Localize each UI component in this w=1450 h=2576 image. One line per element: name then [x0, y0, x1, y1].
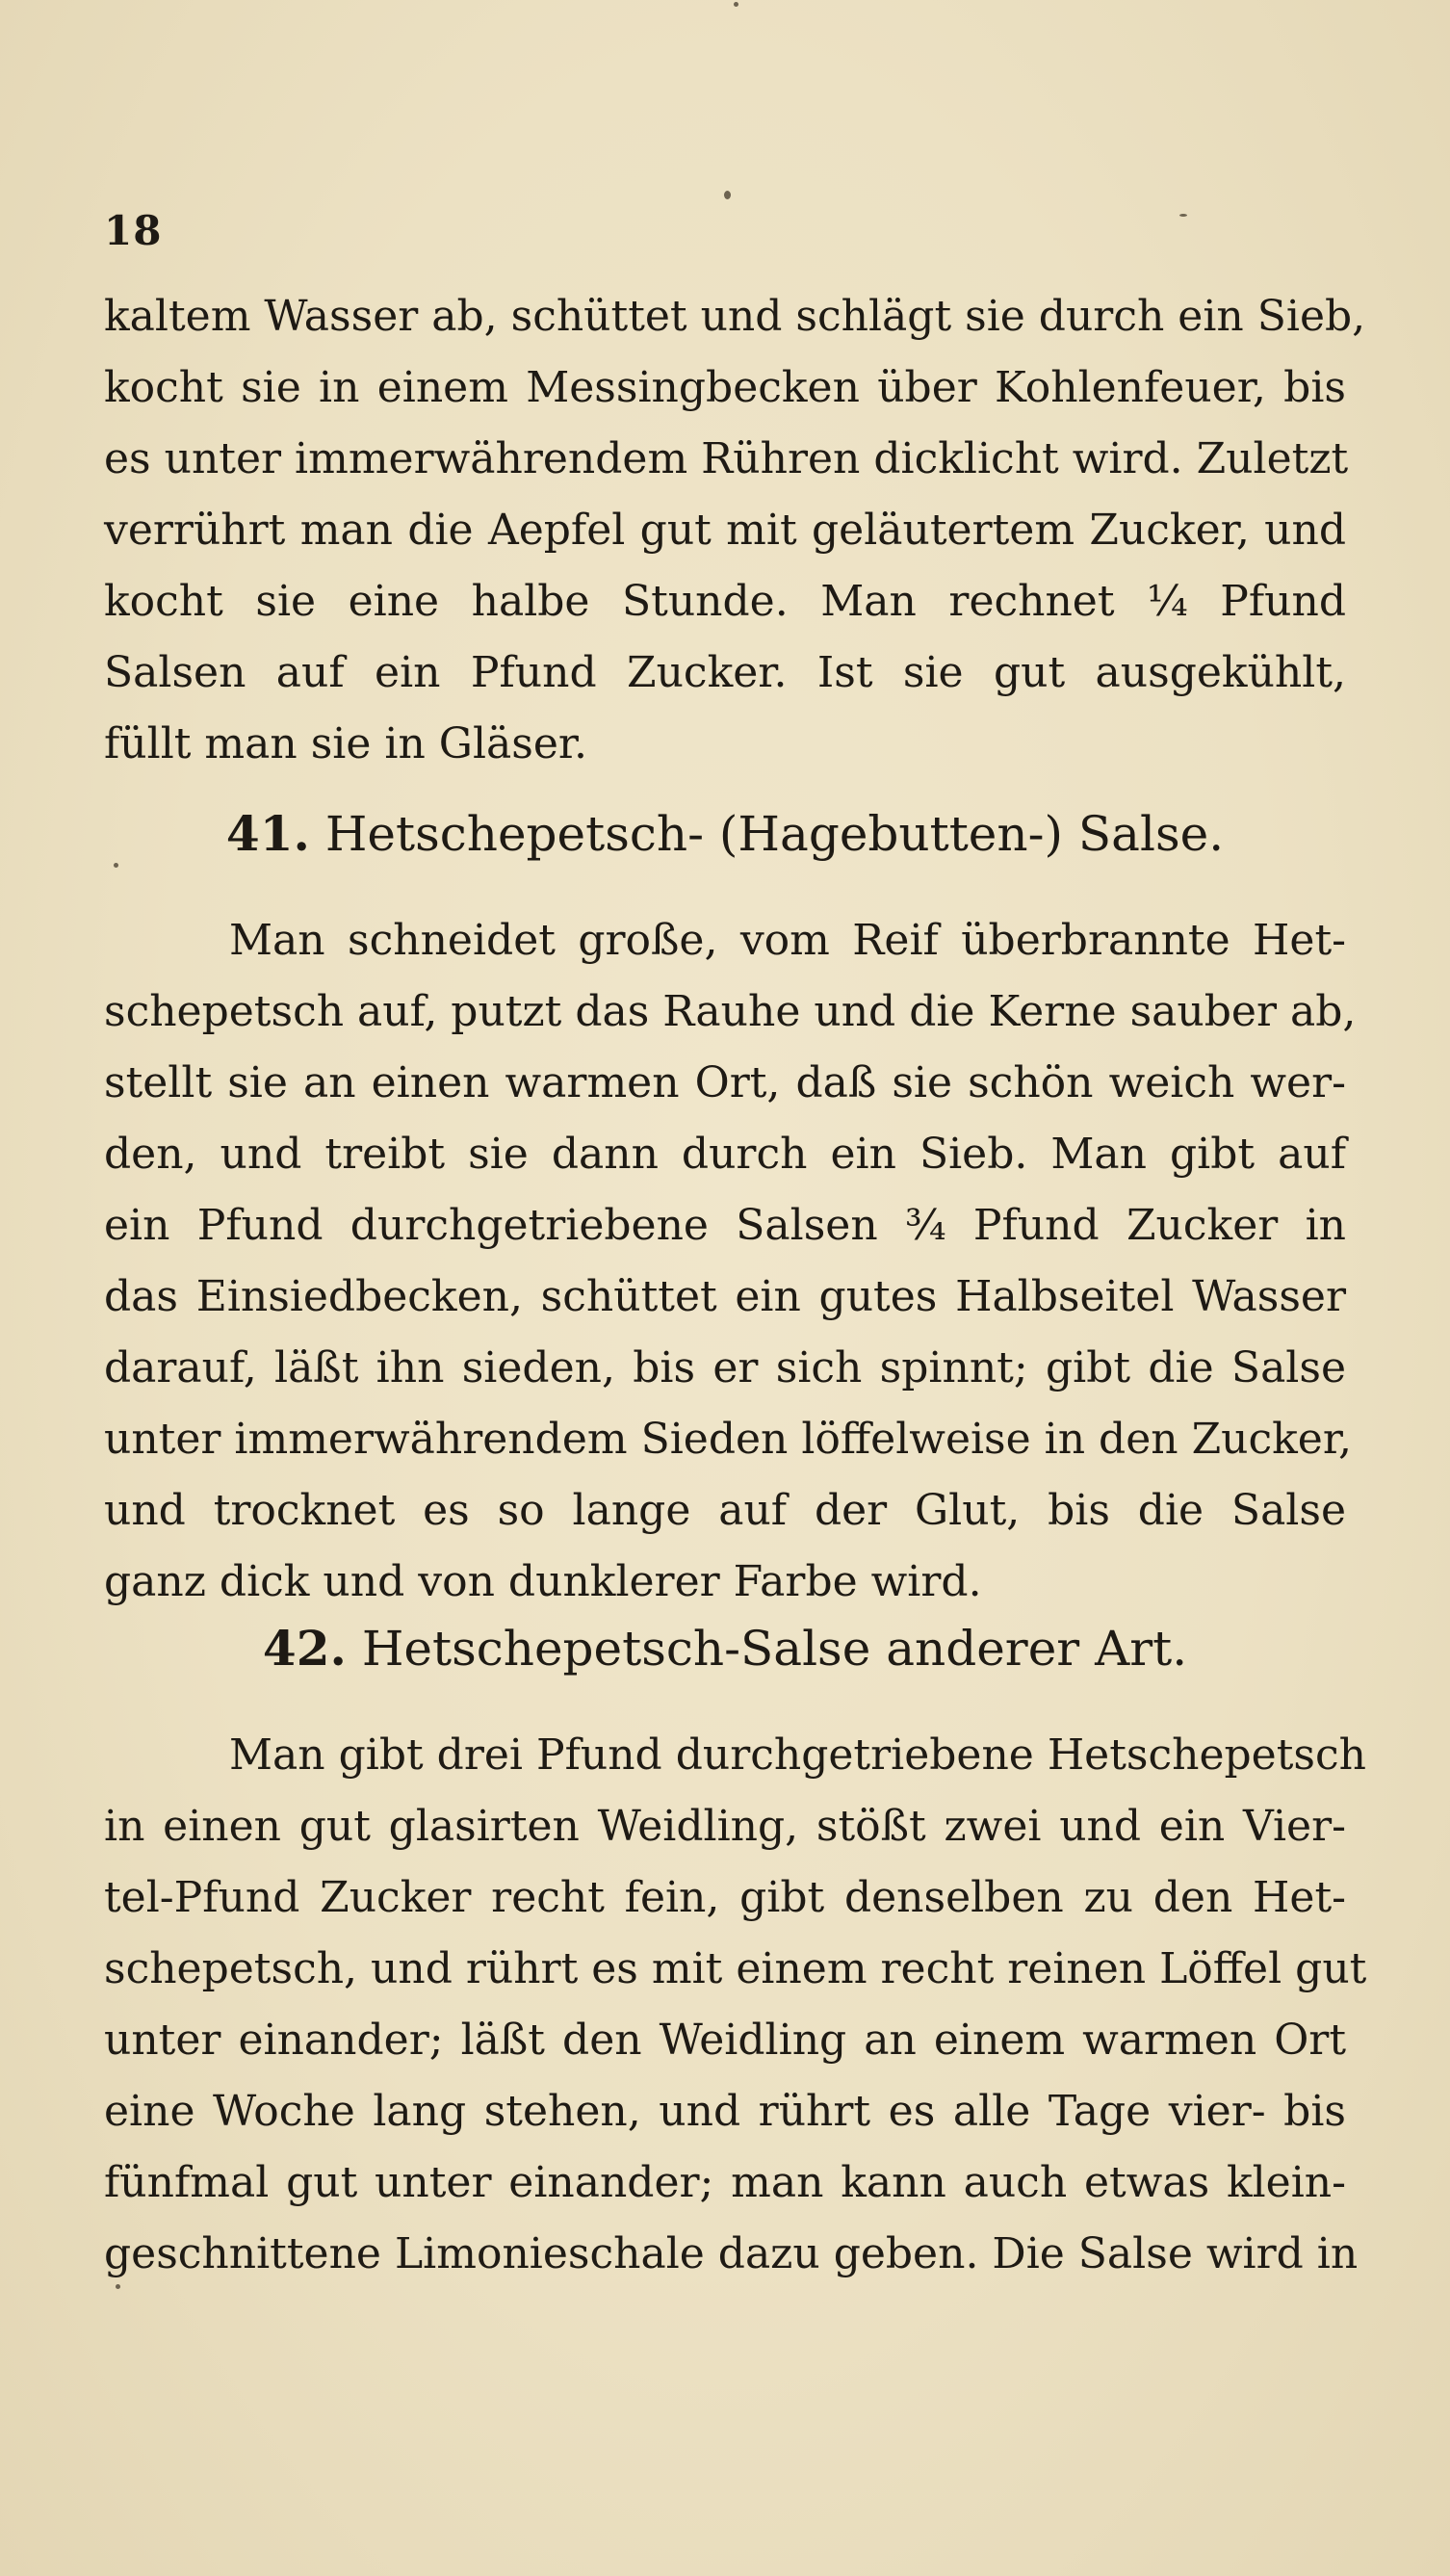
- text-line: fünfmal gut unter einander; man kann auch etwas klein-: [104, 2158, 1346, 2207]
- recipe-number: 42.: [262, 1620, 347, 1677]
- recipe-heading-42: [0, 1610, 1450, 1687]
- text-line: kocht sie in einem Messingbecken über Kohlenfeuer, bis: [104, 363, 1346, 412]
- paper-speck: [114, 863, 118, 868]
- text-line: schepetsch, und rührt es mit einem recht reinen Löffel gut: [104, 1944, 1367, 1993]
- text-line: Man gibt drei Pfund durchgetriebene Hetschepetsch: [229, 1730, 1366, 1780]
- recipe-heading-41: [0, 795, 1450, 872]
- text-line: Man schneidet große, vom Reif überbrannte Het-: [229, 916, 1346, 965]
- text-line: eine Woche lang stehen, und rührt es alle Tage vier- bis: [104, 2087, 1346, 2136]
- text-line: schepetsch auf, putzt das Rauhe und die Kerne sauber ab,: [104, 987, 1357, 1036]
- text-line: und trocknet es so lange auf der Glut, bis die Salse: [104, 1486, 1346, 1535]
- text-line: ein Pfund durchgetriebene Salsen ¾ Pfund Zucker in: [104, 1201, 1346, 1250]
- paper-speck: [116, 2284, 120, 2289]
- recipe-title: Hetschepetsch- (Hagebutten-) Salse.: [324, 806, 1225, 862]
- text-line: kocht sie eine halbe Stunde. Man rechnet ¼ Pfund: [104, 577, 1346, 626]
- paper-speck: [724, 191, 731, 199]
- text-line: es unter immerwährendem Rühren dicklicht wird. Zuletzt: [104, 434, 1349, 483]
- page-number: 18: [104, 207, 163, 254]
- text-line: tel-Pfund Zucker recht fein, gibt denselben zu den Het-: [104, 1873, 1346, 1922]
- paper-speck: [1179, 214, 1187, 217]
- text-line: Salsen auf ein Pfund Zucker. Ist sie gut ausgekühlt,: [104, 648, 1346, 697]
- text-line: stellt sie an einen warmen Ort, daß sie schön weich wer-: [104, 1058, 1346, 1107]
- text-line: den, und treibt sie dann durch ein Sieb. Man gibt auf: [104, 1130, 1346, 1179]
- text-line: kaltem Wasser ab, schüttet und schlägt sie durch ein Sieb,: [104, 292, 1366, 341]
- paper-speck: [734, 2, 738, 7]
- text-line: verrührt man die Aepfel gut mit geläutertem Zucker, und: [104, 506, 1346, 555]
- text-line: füllt man sie in Gläser.: [104, 719, 588, 768]
- text-line: geschnittene Limonieschale dazu geben. Die Salse wird in: [104, 2229, 1359, 2278]
- text-line: unter einander; läßt den Weidling an einem warmen Ort: [104, 2016, 1346, 2065]
- text-line: das Einsiedbecken, schüttet ein gutes Halbseitel Wasser: [104, 1272, 1346, 1321]
- text-line: in einen gut glasirten Weidling, stößt zwei und ein Vier-: [104, 1802, 1346, 1851]
- text-line: ganz dick und von dunklerer Farbe wird.: [104, 1557, 982, 1606]
- text-line: darauf, läßt ihn sieden, bis er sich spinnt; gibt die Salse: [104, 1343, 1346, 1392]
- recipe-title: Hetschepetsch-Salse anderer Art.: [361, 1621, 1188, 1677]
- recipe-number: 41.: [225, 805, 310, 862]
- text-line: unter immerwährendem Sieden löffelweise in den Zucker,: [104, 1415, 1353, 1464]
